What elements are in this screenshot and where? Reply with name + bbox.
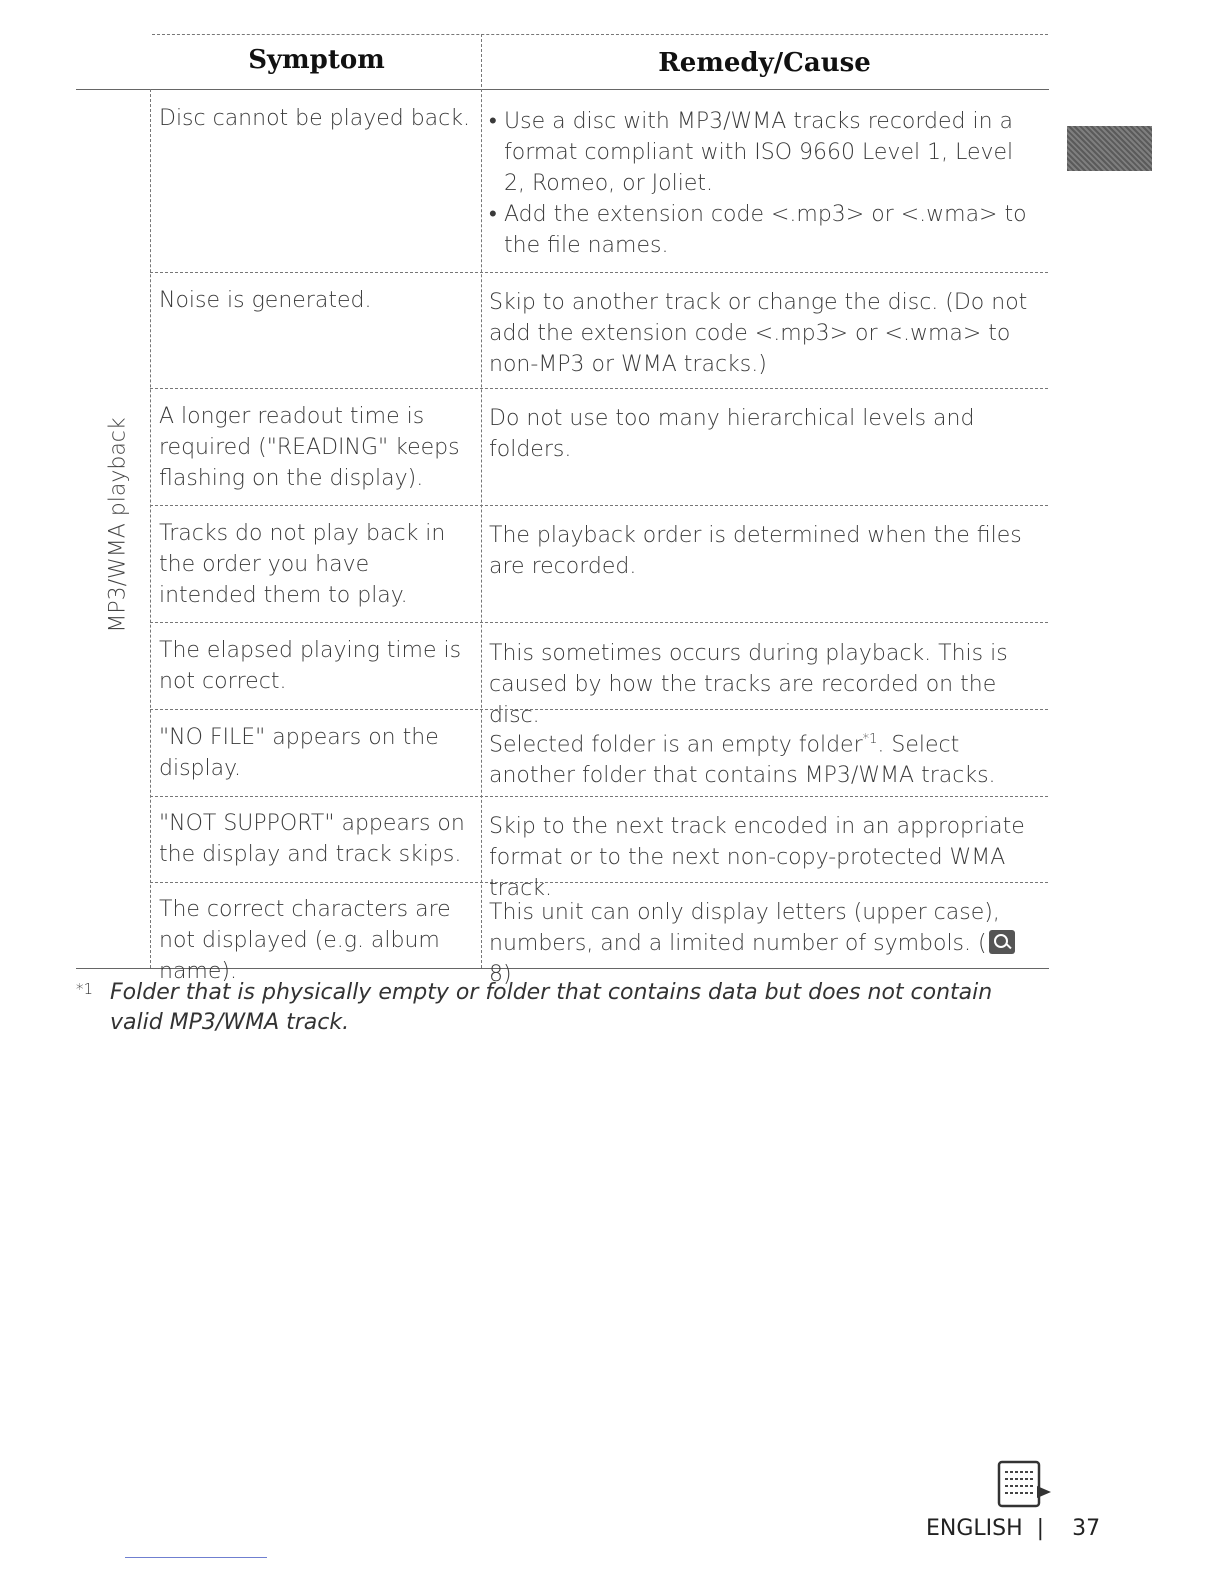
symptom-cell: The correct characters are not displayed (e.g. album name).	[159, 897, 451, 984]
row-divider	[150, 796, 1048, 797]
remedy-cell: Do not use too many hierarchical levels and folders.	[489, 406, 975, 462]
footer-language: ENGLISH	[926, 1516, 1023, 1541]
remedy-text: . Select another folder that contains MP3/WMA tracks.	[489, 732, 996, 789]
row-divider	[150, 505, 1048, 506]
remedy-cell	[489, 897, 1037, 990]
symptom-header: Symptom	[248, 45, 385, 75]
section-label: MP3/WMA playback	[105, 417, 131, 633]
symptom-cell: A longer readout time is required ("READING" keeps flashing on the display).	[159, 404, 460, 491]
remedy-cell: This sometimes occurs during playback. This is caused by how the tracks are recorded on the disc.	[489, 641, 1008, 728]
row-divider	[150, 388, 1048, 389]
remedy-header: Remedy/Cause	[658, 48, 871, 78]
row-divider	[150, 272, 1048, 273]
symptom-cell: "NOT SUPPORT" appears on the display and track skips.	[159, 811, 465, 867]
symptom-cell: Disc cannot be played back.	[159, 106, 470, 131]
remedy-text: Selected folder is an empty folder	[489, 732, 863, 758]
footer-separator: |	[1036, 1516, 1045, 1541]
header-bottom-border	[76, 89, 1049, 90]
footnote	[76, 978, 1036, 1038]
remedy-text: This unit can only display letters (upper case), numbers, and a limited number of symbols. (	[489, 900, 1000, 956]
symptom-cell: "NO FILE" appears on the display.	[159, 725, 439, 781]
remedy-bullet: • Add the extension code <.mp3> or <.wma> to the file names.	[489, 199, 1037, 261]
symptom-cell: The elapsed playing time is not correct.	[159, 638, 462, 694]
remedy-cell	[489, 724, 1037, 791]
row-divider	[150, 622, 1048, 623]
footnote-text: Folder that is physically empty or folder that contains data but does not contain valid MP3/WMA track.	[110, 980, 993, 1035]
remedy-cell: The playback order is determined when the files are recorded.	[489, 523, 1022, 579]
page-number: 37	[1072, 1516, 1101, 1541]
continued-document-icon	[993, 1458, 1059, 1512]
page-footer	[926, 1516, 1100, 1541]
remedy-cell	[489, 106, 1037, 261]
section-divider	[150, 89, 151, 968]
page-reference: 8)	[489, 962, 512, 987]
footnote-mark: *1	[76, 980, 94, 998]
symptom-cell: Noise is generated.	[159, 288, 372, 313]
column-divider	[481, 34, 482, 968]
remedy-bullet: • Use a disc with MP3/WMA tracks recorded in a format compliant with ISO 9660 Level 1, Level 2, Romeo, or Joliet.	[489, 106, 1037, 199]
remedy-cell: Skip to another track or change the disc. (Do not add the extension code <.mp3> or <.wma> to non-MP3 or WMA tracks.)	[489, 290, 1028, 377]
bottom-rule	[125, 1557, 267, 1558]
magnifier-reference-icon	[989, 930, 1015, 954]
footnote-reference: *1	[862, 732, 878, 747]
section-tab-marker	[1067, 126, 1152, 171]
table-top-border	[152, 34, 1048, 35]
remedy-cell: Skip to the next track encoded in an appropriate format or to the next non-copy-protected WMA track.	[489, 814, 1025, 901]
symptom-cell: Tracks do not play back in the order you have intended them to play.	[159, 521, 446, 608]
